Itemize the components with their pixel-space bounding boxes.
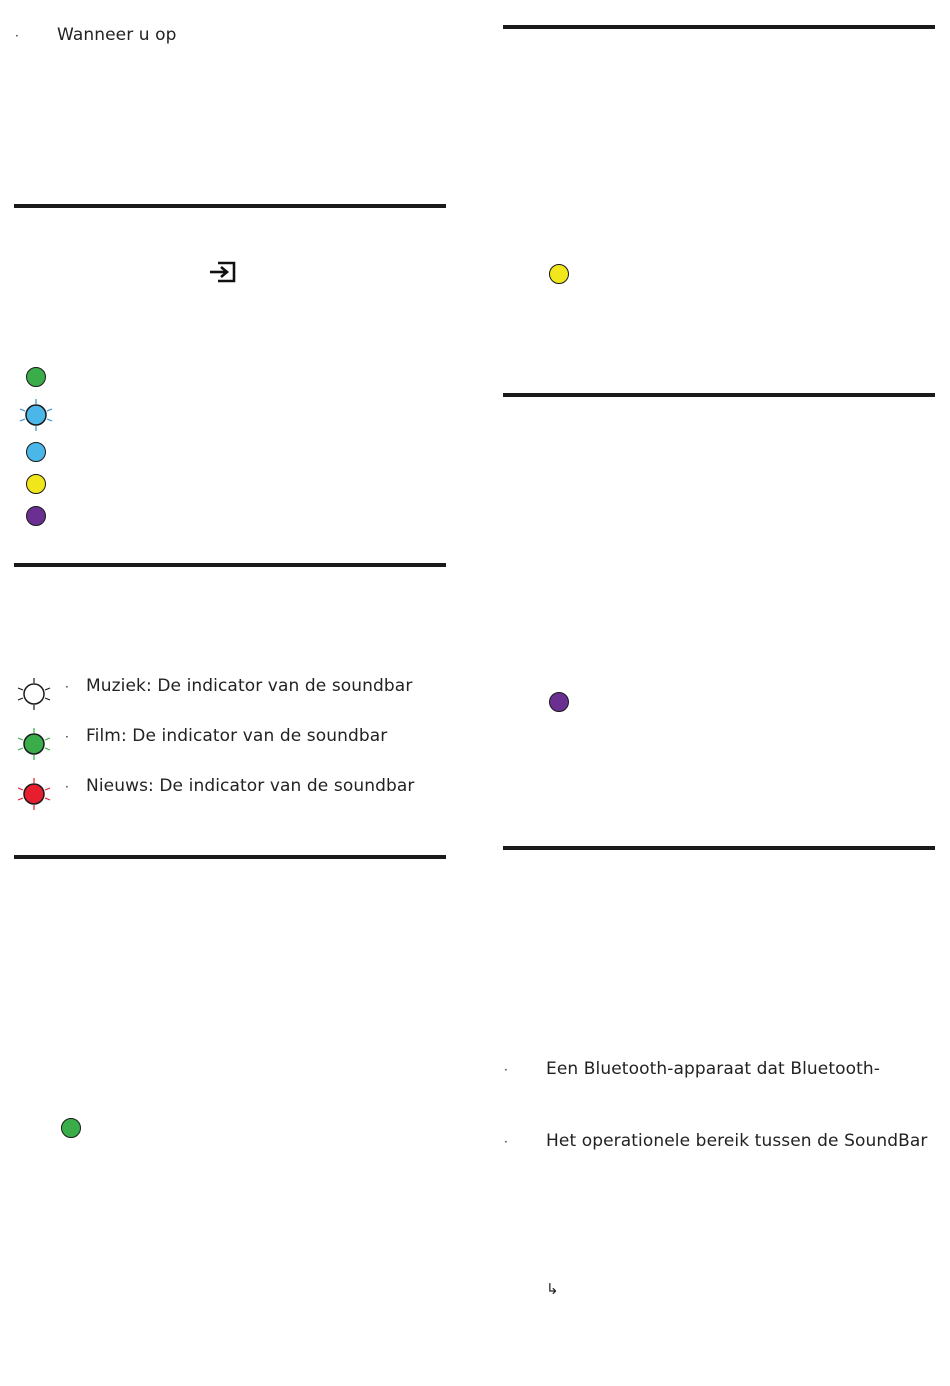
green-led-icon <box>61 1118 81 1138</box>
mode-bullet: · <box>65 780 69 794</box>
bt-bullet: · <box>504 1135 508 1149</box>
mode-bullet: · <box>65 680 69 694</box>
mode-news-text: Nieuws: De indicator van de soundbar <box>86 776 415 796</box>
blue-led-icon <box>26 442 46 462</box>
intro-bullet: · <box>15 29 19 43</box>
result-arrow-icon: ↳ <box>546 1280 559 1298</box>
green-blinking-led-icon <box>16 726 52 762</box>
section-divider <box>14 563 446 567</box>
section-divider <box>14 204 446 208</box>
white-blinking-led-icon <box>16 676 52 712</box>
bt-range-text: Het operationele bereik tussen de SoundBar <box>546 1131 928 1151</box>
source-input-icon <box>208 260 238 284</box>
mode-music-text: Muziek: De indicator van de soundbar <box>86 676 413 696</box>
intro-text: Wanneer u op <box>57 25 177 45</box>
bt-requirement-text: Een Bluetooth-apparaat dat Bluetooth- <box>546 1059 880 1079</box>
yellow-led-icon <box>549 264 569 284</box>
section-divider <box>14 855 446 859</box>
green-led-icon <box>26 367 46 387</box>
blue-blinking-led-icon <box>18 397 54 433</box>
section-divider <box>503 393 935 397</box>
purple-led-icon <box>26 506 46 526</box>
red-blinking-led-icon <box>16 776 52 812</box>
yellow-led-icon <box>26 474 46 494</box>
bt-bullet: · <box>504 1063 508 1077</box>
section-divider <box>503 25 935 29</box>
purple-led-icon <box>549 692 569 712</box>
section-divider <box>503 846 935 850</box>
mode-film-text: Film: De indicator van de soundbar <box>86 726 388 746</box>
mode-bullet: · <box>65 730 69 744</box>
